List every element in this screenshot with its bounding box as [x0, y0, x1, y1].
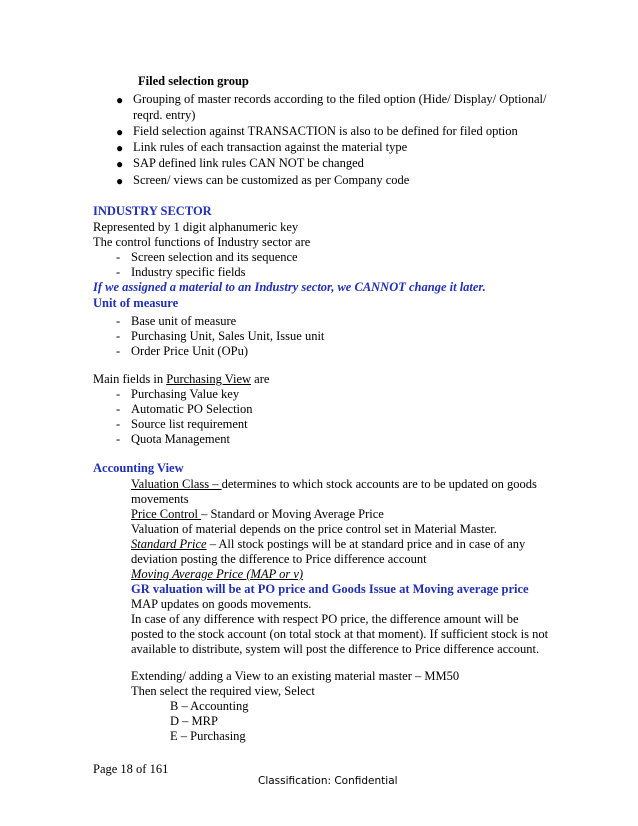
- dash-marker: -: [116, 387, 121, 401]
- filed-selection-heading: Filed selection group: [138, 74, 249, 88]
- purchasing-intro: [93, 372, 269, 387]
- view-item: B – Accounting: [170, 699, 249, 713]
- dash-marker: -: [116, 250, 121, 264]
- text-line: The control functions of Industry sector are: [93, 235, 311, 249]
- industry-sector-warning: If we assigned a material to an Industry sector, we CANNOT change it later.: [93, 280, 486, 294]
- valuation-class-text: determines to which stock accounts are to be updated on goods: [221, 477, 537, 491]
- valuation-class-label: Valuation Class –: [131, 477, 222, 491]
- uom-heading: Unit of measure: [93, 296, 179, 310]
- valuation-class-line: [131, 477, 553, 492]
- bullet-icon: ●: [116, 125, 124, 139]
- list-item: Base unit of measure: [131, 314, 237, 328]
- text-line: deviation posting the difference to Price difference account: [131, 552, 427, 566]
- list-item: Industry specific fields: [131, 265, 246, 279]
- standard-price-line: [131, 537, 553, 552]
- dash-marker: -: [116, 417, 121, 431]
- dash-marker: -: [116, 329, 121, 343]
- accounting-heading: Accounting View: [93, 461, 184, 475]
- text-line: Extending/ adding a View to an existing material master – MM50: [131, 669, 460, 683]
- list-item: Order Price Unit (OPu): [131, 344, 248, 358]
- dash-marker: -: [116, 265, 121, 279]
- text-line: posted to the stock account (on total stock at that moment). If sufficient stock is not: [131, 627, 549, 641]
- classification-label: Classification: Confidential: [258, 775, 398, 787]
- bullet-text: Grouping of master records according to the filed option (Hide/ Display/ Optional/: [133, 92, 547, 106]
- text-line: In case of any difference with respect PO price, the difference amount will be: [131, 612, 519, 626]
- bullet-icon: ●: [116, 174, 124, 188]
- industry-sector-heading: INDUSTRY SECTOR: [93, 204, 212, 218]
- bullet-text: Screen/ views can be customized as per Company code: [133, 173, 410, 187]
- dash-marker: -: [116, 314, 121, 328]
- price-control-label: Price Control: [131, 507, 202, 521]
- purchasing-intro-pre: Main fields in: [93, 372, 167, 386]
- bullet-icon: ●: [116, 141, 124, 155]
- bullet-icon: ●: [116, 157, 124, 171]
- dash-marker: -: [116, 402, 121, 416]
- bullet-icon: ●: [116, 93, 124, 107]
- dash-marker: -: [116, 344, 121, 358]
- gr-valuation-line: GR valuation will be at PO price and Goods Issue at Moving average price: [131, 582, 529, 596]
- list-item: Quota Management: [131, 432, 230, 446]
- standard-price-text: – All stock postings will be at standard price and in case of any: [206, 537, 526, 551]
- list-item: Purchasing Value key: [131, 387, 240, 401]
- standard-price-label: Standard Price: [131, 537, 207, 551]
- text-line: Valuation of material depends on the price control set in Material Master.: [131, 522, 497, 536]
- bullet-text: SAP defined link rules CAN NOT be changed: [133, 156, 364, 170]
- price-control-line: [131, 507, 384, 522]
- text-line: Represented by 1 digit alphanumeric key: [93, 220, 299, 234]
- view-item: E – Purchasing: [170, 729, 246, 743]
- purchasing-view-link: Purchasing View: [166, 372, 252, 386]
- purchasing-intro-post: are: [251, 372, 270, 386]
- text-line: MAP updates on goods movements.: [131, 597, 312, 611]
- list-item: Source list requirement: [131, 417, 248, 431]
- text-line: movements: [131, 492, 189, 506]
- list-item: Purchasing Unit, Sales Unit, Issue unit: [131, 329, 325, 343]
- view-item: D – MRP: [170, 714, 218, 728]
- price-control-text: – Standard or Moving Average Price: [201, 507, 384, 521]
- text-line: Then select the required view, Select: [131, 684, 315, 698]
- bullet-text: Field selection against TRANSACTION is also to be defined for filed option: [133, 124, 518, 138]
- page-number: Page 18 of 161: [93, 762, 169, 776]
- bullet-text: Link rules of each transaction against the material type: [133, 140, 408, 154]
- list-item: Automatic PO Selection: [131, 402, 253, 416]
- map-label: Moving Average Price (MAP or v): [131, 567, 304, 581]
- text-line: available to distribute, system will post the difference to Price difference account.: [131, 642, 540, 656]
- dash-marker: -: [116, 432, 121, 446]
- bullet-text: reqrd. entry): [133, 108, 196, 122]
- list-item: Screen selection and its sequence: [131, 250, 298, 264]
